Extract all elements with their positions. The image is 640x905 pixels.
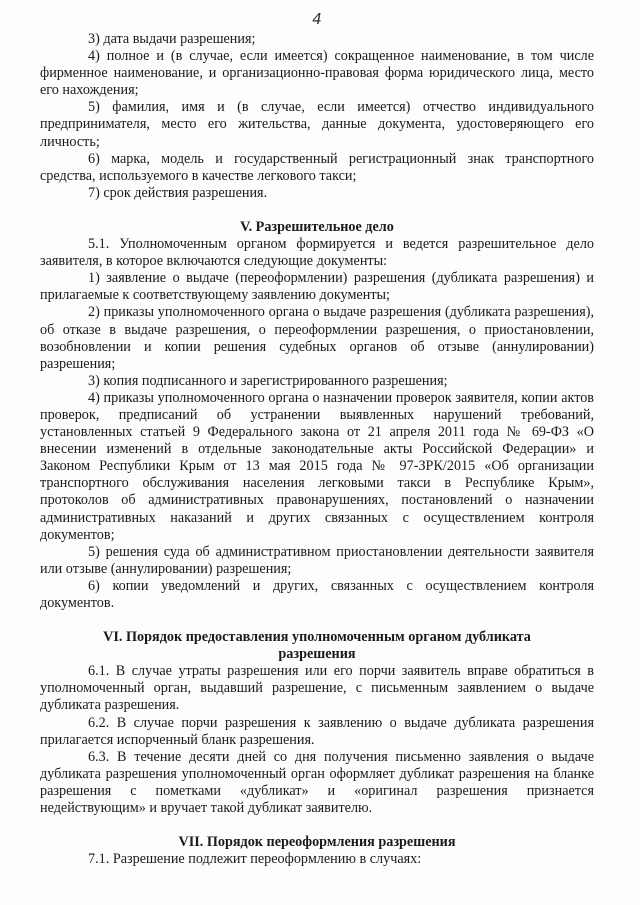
section-heading-continued: разрешения (278, 646, 356, 663)
list-item: 2) приказы уполномоченного органа о выдаче разрешения (дубликата разрешения), об отказе в выдаче разрешения, о переоформлении разрешения, о приостановлении, возобновлении и копии решения судебных органов об отзыве (аннулировании) разрешения; (40, 304, 594, 372)
page-number: 4 (312, 10, 322, 28)
list-item: 3) дата выдачи разрешения; (88, 31, 256, 47)
paragraph: 6.2. В случае порчи разрешения к заявлению о выдаче дубликата разрешения прилагается испорченный бланк разрешения. (40, 714, 594, 748)
section-heading: VI. Порядок предоставления уполномоченным органом дубликата (103, 629, 531, 646)
paragraph: 6.3. В течение десяти дней со дня получения письменно заявления о выдаче дубликата разрешения уполномоченный орган оформляет дубликат разрешения на бланке разрешения с пометками «дубликат» и «оригинал разрешения признается недействующим» и вручает такой дубликат заявителю. (40, 748, 594, 817)
list-item: 4) приказы уполномоченного органа о назначении проверок заявителя, копии актов проверок, предписаний об устранении выявленных нарушений требований, установленных статьей 9 Федерального закона от 21 апреля 2011 года № 69-ФЗ «О внесении изменений в отдельные законодательные акты Российской Федерации» и Законом Республики Крым от 13 мая 2015 года № 97-ЗРК/2015 «Об организации транспортного обслуживания населения легковыми такси в Республике Крым», протоколов об административных правонарушениях, постановлений о назначении административных наказаний и других связанных с осуществлением контроля документов; (40, 389, 594, 543)
list-item: 6) марка, модель и государственный регистрационный знак транспортного средства, используемого в качестве легкового такси; (40, 150, 594, 184)
list-item: 5) решения суда об административном приостановлении деятельности заявителя или отзыве (аннулировании) разрешения; (40, 543, 594, 577)
list-item: 6) копии уведомлений и других, связанных с осуществлением контроля документов. (40, 577, 594, 611)
document-body (40, 31, 594, 868)
list-item: 5) фамилия, имя и (в случае, если имеется) отчество индивидуального предпринимателя, место его жительства, данные документа, удостоверяющего его личность; (40, 99, 594, 150)
list-item: 7) срок действия разрешения. (88, 184, 268, 201)
paragraph: 5.1. Уполномоченным органом формируется и ведется разрешительное дело заявителя, в которое включаются следующие документы: (40, 236, 594, 270)
list-item: 3) копия подписанного и зарегистрированного разрешения; (88, 372, 448, 389)
section-heading: V. Разрешительное дело (240, 218, 394, 235)
list-item: 4) полное и (в случае, если имеется) сокращенное наименование, в том числе фирменное наименование, и организационно-правовая форма юридического лица, место его нахождения; (40, 48, 594, 99)
paragraph: 7.1. Разрешение подлежит переоформлению в случаях: (88, 851, 422, 868)
section-heading: VII. Порядок переоформления разрешения (178, 834, 456, 851)
list-item: 1) заявление о выдаче (переоформлении) разрешения (дубликата разрешения) и прилагаемые к соответствующему заявлению документы; (40, 270, 594, 304)
paragraph: 6.1. В случае утраты разрешения или его порчи заявитель вправе обратиться в уполномоченный орган, выдавший разрешение, с письменным заявлением о выдаче дубликата разрешения. (40, 663, 594, 714)
